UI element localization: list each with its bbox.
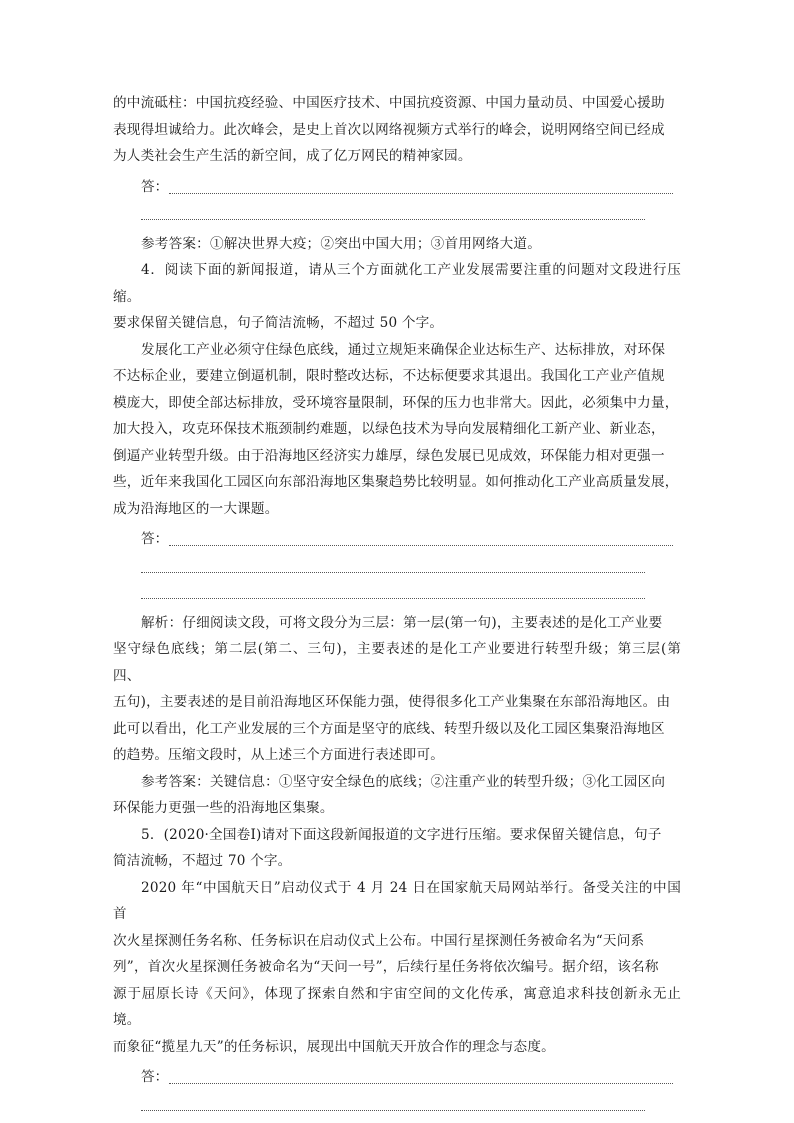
answer-area-3[interactable]: [113, 174, 681, 227]
analysis-line: 五句)，主要表述的是目前沿海地区环保能力强，使得很多化工产业集聚在东部沿海地区。由: [113, 694, 671, 710]
analysis-line: 坚守绿色底线；第二层(第二、三句)，主要表述的是化工产业要进行转型升级；第三层(第四、: [113, 641, 681, 684]
passage-line: 成为沿海地区的一大课题。: [113, 500, 279, 517]
passage-line: 而象征“揽星九天”的任务标识，展现出中国航天开放合作的理念与态度。: [113, 1038, 555, 1055]
analysis-line: 解析：仔细阅读文段，可将文段分为三层：第一层(第一句)，主要表述的是化工产业要: [141, 614, 663, 631]
answer-label: 答：: [141, 1069, 169, 1085]
reference-answer: 参考答案：关键信息：①坚守安全绿色的底线；②注重产业的转型升级；③化工园区向: [141, 773, 666, 790]
passage-line: 发展化工产业必须守住绿色底线，通过立规矩来确保企业达标生产、达标排放，对环保: [141, 341, 666, 358]
passage-line: 源于屈原长诗《天问》，体现了探索自然和宇宙空间的文化传承，寓意追求科技创新永无止境。: [113, 985, 681, 1028]
answer-line-dotted[interactable]: [141, 219, 645, 220]
answer-label: 答：: [141, 531, 169, 547]
passage-continuation: [113, 90, 681, 170]
passage-line: 不达标企业，要建立倒逼机制，限时整改达标，不达标便要求其退出。我国化工产业产值规: [113, 368, 665, 384]
passage-line: 列”，首次火星探测任务被命名为“天问一号”，后续行星任务将依次编号。据介绍，该名称: [113, 959, 659, 975]
answer-line-dotted[interactable]: [141, 598, 645, 599]
passage-line: 倒逼产业转型升级。由于沿海地区经济实力雄厚，绿色发展已见成效，环保能力相对更强一: [113, 447, 665, 464]
passage-line: 些，近年来我国化工园区向东部沿海地区集聚趋势比较明显。如何推动化工产业高质量发展，: [113, 474, 679, 490]
passage-line: 2020 年“中国航天日”启动仪式于 4 月 24 日在国家航天局网站举行。备受关注的中国首: [113, 879, 681, 922]
question-prompt: 要求保留关键信息，句子简洁流畅，不超过 50 个字。: [113, 315, 444, 331]
answer-line-dotted[interactable]: [169, 545, 673, 546]
text-line: 为人类社会生产生活的新空间，成了亿万网民的精神家园。: [113, 148, 472, 164]
question-4: [113, 257, 681, 822]
question-prompt: 5．(2020·全国卷Ⅰ)请对下面这段新闻报道的文字进行压缩。要求保留关键信息，句子: [141, 826, 662, 843]
answer-line-dotted[interactable]: [141, 572, 645, 573]
passage-line: 模庞大，即使全部达标排放，受环境容量限制，环保的压力也非常大。因此，必须集中力量，: [113, 394, 679, 411]
analysis-line: 的趋势。压缩文段时，从上述三个方面进行表述即可。: [113, 747, 445, 763]
reference-answer: 环保能力更强一些的沿海地区集聚。: [113, 800, 334, 816]
question-5: [113, 822, 681, 1118]
passage-line: 次火星探测任务名称、任务标识在启动仪式上公布。中国行星探测任务被命名为“天问系: [113, 932, 645, 949]
analysis-line: 此可以看出，化工产业发展的三个方面是坚守的底线、转型升级以及化工园区集聚沿海地区: [113, 720, 665, 737]
answer-line-dotted[interactable]: [169, 1083, 673, 1084]
question-prompt: 4．阅读下面的新闻报道，请从三个方面就化工产业发展需要注重的问题对文段进行压缩。: [113, 262, 681, 305]
document-page: [113, 90, 681, 1117]
text-line: 表现得坦诚给力。此次峰会，是史上首次以网络视频方式举行的峰会，说明网络空间已经成: [113, 121, 665, 138]
answer-area-4[interactable]: [113, 526, 681, 606]
question-prompt: 简洁流畅，不超过 70 个字。: [113, 853, 292, 869]
reference-answer: 参考答案：①解决世界大疫；②突出中国大用；③首用网络大道。: [141, 235, 542, 252]
answer-area-5[interactable]: [113, 1064, 681, 1117]
passage-line: 加大投入，攻克环保技术瓶颈制约难题，以绿色技术为导向发展精细化工新产业、新业态，: [113, 421, 665, 437]
answer-line-dotted[interactable]: [141, 1110, 645, 1111]
text-line: 的中流砥柱：中国抗疫经验、中国医疗技术、中国抗疫资源、中国力量动员、中国爱心援助: [113, 95, 665, 111]
answer-line-dotted[interactable]: [169, 193, 673, 194]
answer-label: 答：: [141, 178, 169, 195]
